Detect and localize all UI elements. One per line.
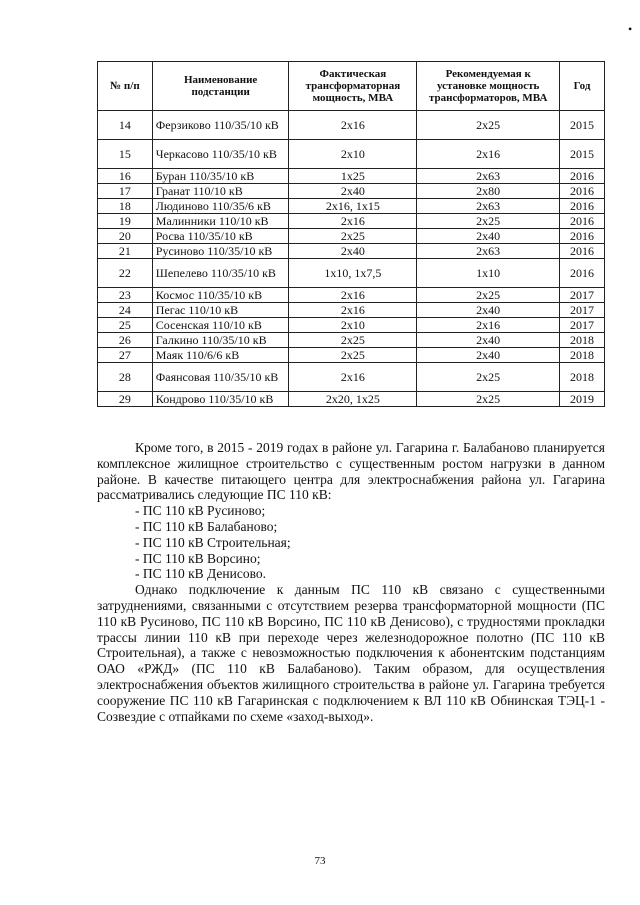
table-row: [98, 214, 605, 229]
cell-actual-power: 2х25: [289, 333, 417, 348]
table-row: [98, 259, 605, 288]
table-row: [98, 303, 605, 318]
cell-name: Маяк 110/6/6 кВ: [152, 348, 289, 363]
cell-num: 24: [98, 303, 153, 318]
cell-recommended-power: 2х40: [417, 303, 560, 318]
list-item: - ПС 110 кВ Строительная;: [135, 534, 291, 550]
corner-mark: •: [628, 22, 633, 36]
cell-num: 25: [98, 318, 153, 333]
cell-year: 2018: [560, 348, 605, 363]
cell-name: Черкасово 110/35/10 кВ: [152, 140, 289, 169]
cell-actual-power: 1х10, 1х7,5: [289, 259, 417, 288]
body-text: [97, 440, 605, 724]
cell-num: 28: [98, 363, 153, 392]
cell-year: 2016: [560, 229, 605, 244]
table-row: [98, 229, 605, 244]
cell-year: 2017: [560, 303, 605, 318]
list-item: - ПС 110 кВ Русиново;: [135, 503, 266, 519]
cell-recommended-power: 2х25: [417, 363, 560, 392]
cell-recommended-power: 2х40: [417, 229, 560, 244]
cell-name: Шепелево 110/35/10 кВ: [152, 259, 289, 288]
cell-num: 26: [98, 333, 153, 348]
cell-year: 2015: [560, 111, 605, 140]
table-row: [98, 184, 605, 199]
cell-year: 2016: [560, 244, 605, 259]
cell-year: 2018: [560, 333, 605, 348]
list-item: - ПС 110 кВ Ворсино;: [135, 550, 261, 566]
cell-recommended-power: 2х25: [417, 214, 560, 229]
table-row: [98, 169, 605, 184]
substation-list: [97, 503, 605, 582]
cell-year: 2016: [560, 259, 605, 288]
paragraph-conclusion: Однако подключение к данным ПС 110 кВ связано с существенными затруднениями, связанными с отсутствием резерва трансформаторной мощности (ПС 110 кВ Русиново, ПС 110 кВ Ворсино, ПС 110 кВ Денисово), с трудностями прокладки трассы линии 110 кВ при переходе через железнодорожное полотно (ПС 110 кВ Строительная), а также с невозможностью подключения к абонентским подстанциям ОАО «РЖД» (ПС 110 кВ Балабаново). Таким образом, для осуществления электроснабжения объектов жилищного строительства в районе ул. Гагарина требуется сооружение ПС 110 кВ Гагаринская с подключением к ВЛ 110 кВ Обнинская ТЭЦ-1 - Созвездие с отпайками по схеме «заход-выход».: [97, 582, 605, 724]
table-row: [98, 333, 605, 348]
cell-recommended-power: 2х63: [417, 169, 560, 184]
cell-year: 2016: [560, 214, 605, 229]
table-row: [98, 140, 605, 169]
cell-recommended-power: 2х63: [417, 199, 560, 214]
cell-recommended-power: 2х25: [417, 111, 560, 140]
cell-name: Фаянсовая 110/35/10 кВ: [152, 363, 289, 392]
cell-year: 2016: [560, 184, 605, 199]
table-body: [98, 111, 605, 407]
cell-num: 16: [98, 169, 153, 184]
cell-num: 22: [98, 259, 153, 288]
table-row: [98, 318, 605, 333]
cell-recommended-power: 2х25: [417, 288, 560, 303]
cell-actual-power: 2х16, 1х15: [289, 199, 417, 214]
cell-actual-power: 2х20, 1х25: [289, 392, 417, 407]
table-row: [98, 288, 605, 303]
cell-year: 2017: [560, 288, 605, 303]
header-name: Наименование подстанции: [152, 62, 289, 111]
cell-actual-power: 2х25: [289, 348, 417, 363]
cell-recommended-power: 2х16: [417, 140, 560, 169]
cell-recommended-power: 2х63: [417, 244, 560, 259]
cell-num: 15: [98, 140, 153, 169]
cell-name: Гранат 110/10 кВ: [152, 184, 289, 199]
cell-year: 2018: [560, 363, 605, 392]
cell-name: Буран 110/35/10 кВ: [152, 169, 289, 184]
cell-name: Кондрово 110/35/10 кВ: [152, 392, 289, 407]
cell-actual-power: 2х16: [289, 288, 417, 303]
table-row: [98, 199, 605, 214]
page-number: 73: [314, 855, 326, 867]
cell-name: Ферзиково 110/35/10 кВ: [152, 111, 289, 140]
cell-recommended-power: 2х16: [417, 318, 560, 333]
cell-recommended-power: 2х25: [417, 392, 560, 407]
cell-recommended-power: 2х40: [417, 348, 560, 363]
cell-name: Сосенская 110/10 кВ: [152, 318, 289, 333]
cell-actual-power: 2х25: [289, 229, 417, 244]
table-row: [98, 111, 605, 140]
header-year: Год: [560, 62, 605, 111]
cell-actual-power: 2х10: [289, 318, 417, 333]
table-row: [98, 244, 605, 259]
cell-num: 21: [98, 244, 153, 259]
cell-actual-power: 1х25: [289, 169, 417, 184]
cell-name: Космос 110/35/10 кВ: [152, 288, 289, 303]
cell-name: Пегас 110/10 кВ: [152, 303, 289, 318]
cell-year: 2016: [560, 169, 605, 184]
table-header-row: [98, 62, 605, 111]
cell-name: Русиново 110/35/10 кВ: [152, 244, 289, 259]
cell-actual-power: 2х16: [289, 214, 417, 229]
substation-table: [97, 61, 605, 407]
cell-actual-power: 2х16: [289, 303, 417, 318]
table-row: [98, 348, 605, 363]
cell-num: 29: [98, 392, 153, 407]
cell-num: 27: [98, 348, 153, 363]
cell-recommended-power: 1х10: [417, 259, 560, 288]
cell-actual-power: 2х16: [289, 111, 417, 140]
list-item: - ПС 110 кВ Денисово.: [135, 566, 267, 582]
cell-num: 14: [98, 111, 153, 140]
cell-name: Малинники 110/10 кВ: [152, 214, 289, 229]
cell-num: 18: [98, 199, 153, 214]
cell-actual-power: 2х16: [289, 363, 417, 392]
cell-num: 19: [98, 214, 153, 229]
cell-name: Людиново 110/35/6 кВ: [152, 199, 289, 214]
cell-year: 2017: [560, 318, 605, 333]
header-num: № п/п: [98, 62, 153, 111]
cell-actual-power: 2х40: [289, 244, 417, 259]
cell-actual-power: 2х40: [289, 184, 417, 199]
header-recommended-power: Рекомендуемая к установке мощность трансформаторов, МВА: [417, 62, 560, 111]
cell-num: 23: [98, 288, 153, 303]
cell-recommended-power: 2х40: [417, 333, 560, 348]
cell-year: 2019: [560, 392, 605, 407]
cell-name: Галкино 110/35/10 кВ: [152, 333, 289, 348]
cell-year: 2015: [560, 140, 605, 169]
cell-name: Росва 110/35/10 кВ: [152, 229, 289, 244]
cell-actual-power: 2х10: [289, 140, 417, 169]
cell-year: 2016: [560, 199, 605, 214]
list-item: - ПС 110 кВ Балабаново;: [135, 518, 278, 534]
paragraph-intro: Кроме того, в 2015 - 2019 годах в районе ул. Гагарина г. Балабаново планируется комплексное жилищное строительство с существенным ростом нагрузки в данном районе. В качестве питающего центра для электроснабжения района ул. Гагарина рассматривались следующие ПС 110 кВ:: [97, 440, 605, 503]
cell-num: 20: [98, 229, 153, 244]
cell-num: 17: [98, 184, 153, 199]
header-actual-power: Фактическая трансформаторная мощность, МВА: [289, 62, 417, 111]
table-row: [98, 363, 605, 392]
table-row: [98, 392, 605, 407]
cell-recommended-power: 2х80: [417, 184, 560, 199]
